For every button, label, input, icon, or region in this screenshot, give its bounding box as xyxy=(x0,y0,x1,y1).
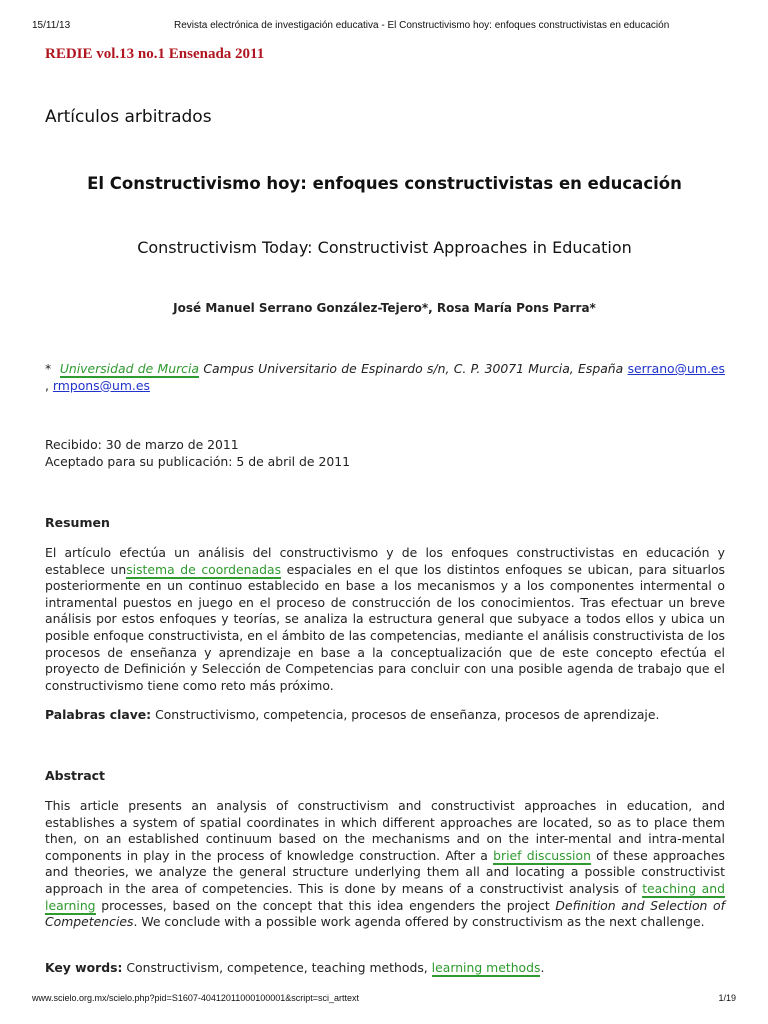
teaching-learning-link[interactable]: teaching and learning xyxy=(45,880,725,913)
dates xyxy=(45,437,725,470)
key-words-label: Key words: xyxy=(45,960,123,975)
abstract-italic-title: Definition and Selection of Competencies xyxy=(45,897,725,930)
journal-citation[interactable]: REDIE vol.13 no.1 Ensenada 2011 xyxy=(45,46,265,62)
university-link[interactable]: Universidad de Murcia xyxy=(59,361,200,376)
abstract-text-4: . We conclude with a possible work agenda offered by constructivism as the next challenge. xyxy=(133,914,705,930)
abstract-text-1: This article presents an analysis of constructivism and constructivist approaches in education, and establishes a system of spatial coordinates in which different approaches are located, so as to place them then, on an established continuum based on the mechanisms and on the inter-mental and intra-mental components in play in the process of knowledge construction. After a xyxy=(45,798,725,863)
accepted-date: Aceptado para su publicación: 5 de abril de 2011 xyxy=(45,453,350,469)
key-words xyxy=(45,960,725,977)
email-separator: , xyxy=(45,377,49,393)
key-words-end: . xyxy=(540,960,545,975)
resumen-text-1: El artículo efectúa un análisis del constructivismo y de los enfoques constructivistas en educación y establece un xyxy=(45,545,725,577)
country: España xyxy=(578,361,624,376)
authors: José Manuel Serrano González-Tejero*, Rosa María Pons Parra* xyxy=(173,301,596,315)
abstract-text-2: of these approaches and theories, we analyze the general structure underlying them all and locating a possible constructivist approach in the area of competencies. This is done by means of a constructivist analysis of xyxy=(45,847,725,896)
print-page-title: Revista electrónica de investigación educativa - El Constructivismo hoy: enfoques constructivistas en educación xyxy=(174,20,670,31)
abstract-paragraph xyxy=(45,798,725,931)
email-link-serrano[interactable]: serrano@um.es xyxy=(627,361,725,376)
page-number: 1/19 xyxy=(718,993,736,1003)
article-title-en: Constructivism Today: Constructivist Approaches in Education xyxy=(137,238,632,257)
campus-address: Campus Universitario de Espinardo s/n, C. P. 30071 Murcia, xyxy=(203,361,574,376)
abstract-heading: Abstract xyxy=(45,768,106,783)
key-words-text: Constructivism, competence, teaching methods, xyxy=(122,960,432,975)
palabras-clave xyxy=(45,707,725,724)
abstract-text-3: processes, based on the concept that this idea engenders the project xyxy=(95,897,556,913)
section-heading: Artículos arbitrados xyxy=(45,107,212,127)
email-link-rmpons[interactable]: rmpons@um.es xyxy=(52,377,150,393)
resumen-text-2: espaciales en el que los distintos enfoques se ubican, para situarlos posteriormente en un continuo establecido en base a los mecanismos y a los componentes intermental o intramental puestos en juego en el proceso de construcción de los conocimientos. Tras efectuar un breve análisis por estos enfoques y teorías, se analiza la estructura general que subyace a todos ellos y ubica un posible enfoque constructivista, en el ámbito de las competencias, mediante el análisis constructivista de los procesos de enseñanza y aprendizaje en base a la conceptualización que de este concepto efectúa el proyecto de Definición y Selección de Competencias para concluir con una posible agenda de trabajo que el constructivismo tiene como reto más próximo. xyxy=(45,561,726,693)
palabras-clave-text: Constructivismo, competencia, procesos de enseñanza, procesos de aprendizaje. xyxy=(151,707,660,722)
print-header xyxy=(0,20,768,34)
resumen-paragraph xyxy=(45,545,725,694)
resumen-heading: Resumen xyxy=(45,515,110,530)
sistema-coordenadas-link[interactable]: sistema de coordenadas xyxy=(126,561,282,577)
learning-methods-link[interactable]: learning methods xyxy=(431,960,541,975)
print-date: 15/11/13 xyxy=(32,20,71,31)
received-date: Recibido: 30 de marzo de 2011 xyxy=(45,437,239,452)
affiliation xyxy=(45,361,725,394)
page-url: www.scielo.org.mx/scielo.php?pid=S1607-40412011000100001&script=sci_arttext xyxy=(32,993,360,1003)
brief-discussion-link[interactable]: brief discussion xyxy=(493,847,591,863)
article-title-es: El Constructivismo hoy: enfoques constructivistas en educación xyxy=(87,174,682,193)
palabras-clave-label: Palabras clave: xyxy=(45,707,152,722)
affiliation-star: * xyxy=(45,361,52,376)
print-footer xyxy=(0,993,768,1007)
